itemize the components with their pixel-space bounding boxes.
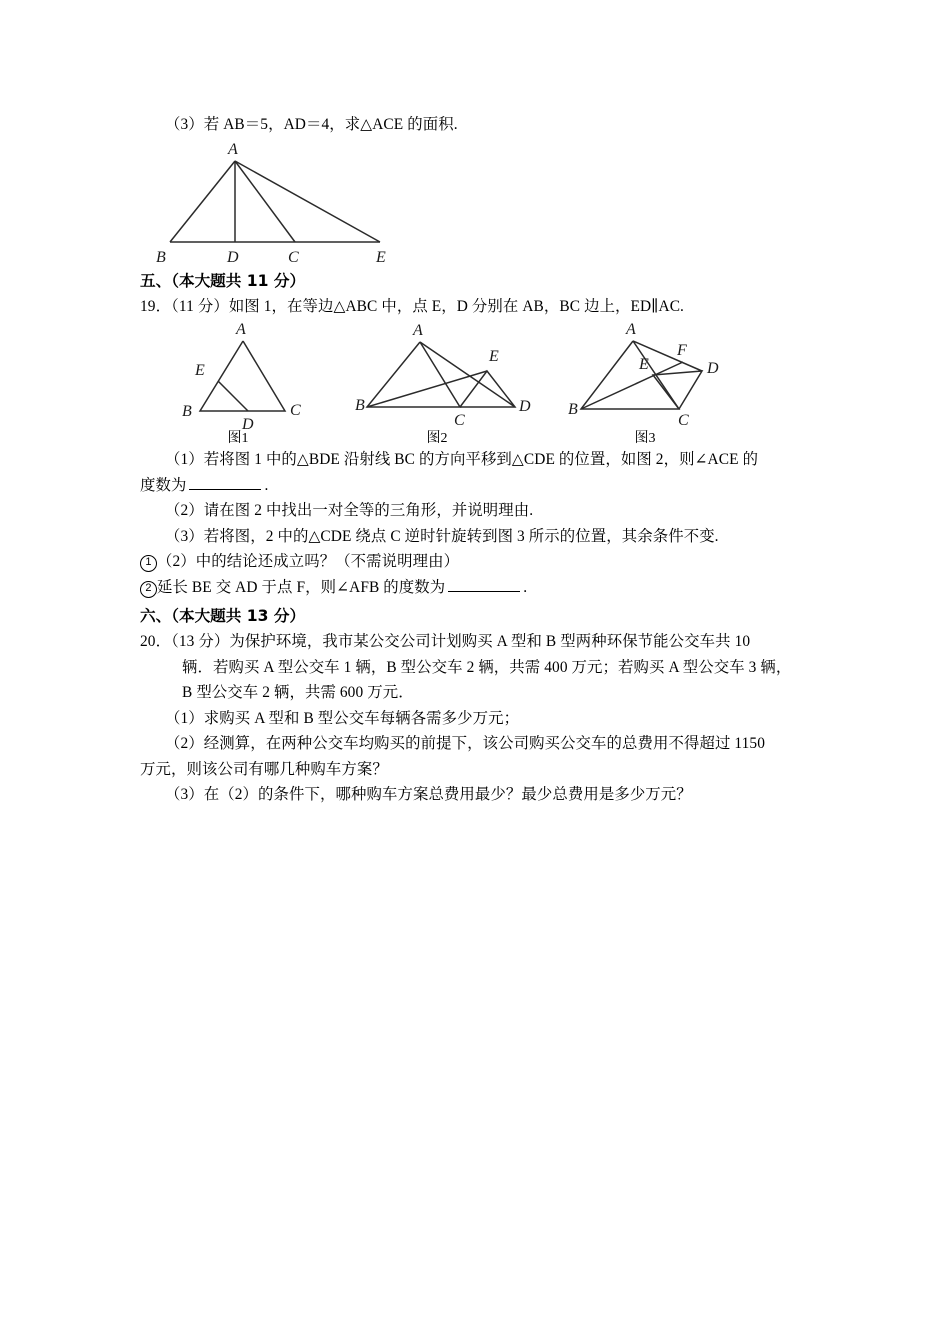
figure-q18-label-D: D: [227, 248, 239, 266]
fig3-label-A: A: [626, 321, 636, 338]
fig1-label-D: D: [242, 416, 254, 431]
q19-sub1-number: 1: [140, 555, 157, 572]
q20-part3: （3）在（2）的条件下，哪种购车方案总费用最少？最少总费用是多少万元？: [165, 786, 692, 803]
q20-part1: （1）求购买 A 型和 B 型公交车每辆各需多少万元；: [165, 709, 520, 727]
q19-part3-sub2: [140, 575, 830, 601]
fig3-label-E: E: [639, 356, 649, 373]
figure-1: [180, 319, 320, 446]
fig2-label-A: A: [413, 322, 423, 339]
figure-3-svg: [565, 319, 735, 431]
q20-stem-line1: 20．（13 分）为保护环境，我市某公交公司计划购买 A 型和 B 型两种环保节能公交车共 10: [140, 633, 751, 650]
section-6-heading: 六、（本大题共 13 分）: [140, 607, 306, 625]
segment-AE: [235, 161, 380, 242]
figure-q18-label-B: B: [156, 248, 166, 266]
figure-3-caption: 图3: [634, 431, 656, 446]
figures-q19-row: [140, 319, 830, 447]
figure-1-caption: 图1: [227, 431, 249, 446]
q19-sub2-text: 延长 BE 交 AD 于点 F，则∠AFB 的度数为: [157, 578, 446, 596]
figure-q18-label-C: C: [288, 248, 299, 266]
fig3-label-B: B: [568, 401, 578, 418]
q19-part3-sub1: [140, 549, 830, 575]
figure-2: [355, 319, 540, 446]
fig1-label-B: B: [182, 403, 192, 420]
q19-part2: （2）请在图 2 中找出一对全等的三角形，并说明理由.: [165, 502, 534, 519]
q20-stem-line3: B 型公交车 2 辆，共需 600 万元．: [182, 684, 414, 701]
segment-AC: [235, 161, 295, 242]
figure-1-svg: [180, 319, 320, 431]
q19-part1-line2-pre: 度数为: [140, 476, 187, 494]
q19-stem: 19．（11 分）如图 1，在等边△ABC 中，点 E，D 分别在 AB，BC 边上，ED∥AC.: [140, 297, 685, 315]
fig3-label-F: F: [677, 342, 687, 359]
q19-part1-line2-post: .: [264, 476, 269, 494]
q20-stem-line2: 辆．若购买 A 型公交车 1 辆，B 型公交车 2 辆，共需 400 万元；若购买 A 型公交车 3 辆，: [182, 658, 792, 676]
fig3-segment-BEF: [581, 362, 683, 409]
fig1-segment-ED: [218, 381, 248, 411]
fig3-label-D: D: [707, 360, 719, 377]
q19-part3: （3）若将图，2 中的△CDE 绕点 C 逆时针旋转到图 3 所示的位置，其余条件不变.: [165, 527, 719, 545]
q19-sub2-number: 2: [140, 581, 157, 598]
q20-part2-line1: （2）经测算，在两种公交车均购买的前提下，该公司购买公交车的总费用不得超过 1150: [165, 735, 766, 752]
figure-q18-label-A: A: [228, 140, 238, 158]
fig2-label-E: E: [489, 348, 499, 365]
figure-2-caption: 图2: [426, 431, 448, 446]
fig3-triangle-CDE: [653, 371, 702, 409]
segment-AB: [170, 161, 235, 242]
q19-part1-line2: [140, 473, 830, 499]
fig2-label-C: C: [454, 412, 465, 429]
q18-part3: （3）若 AB＝5，AD＝4，求△ACE 的面积.: [165, 116, 458, 133]
q19-part1-answer-blank[interactable]: [189, 476, 261, 490]
fig1-triangle-ABC: [200, 341, 285, 411]
fig2-segment-BE: [367, 371, 487, 407]
page-content: [140, 112, 830, 808]
q19-part1-line1: （1）若将图 1 中的△BDE 沿射线 BC 的方向平移到△CDE 的位置，如图 2，则∠ACE 的: [165, 451, 759, 468]
figure-q18-label-E: E: [376, 248, 386, 266]
q19-sub1-text: （2）中的结论还成立吗？（不需说明理由）: [157, 553, 460, 570]
fig2-label-B: B: [355, 397, 365, 414]
fig1-label-C: C: [290, 402, 301, 419]
q19-sub2-answer-blank[interactable]: [448, 578, 520, 592]
fig3-label-C: C: [678, 412, 689, 429]
fig2-triangle-ABC: [367, 342, 460, 407]
figure-2-svg: [355, 319, 540, 431]
section-5-heading: 五、（本大题共 11 分）: [140, 271, 306, 290]
q20-part2-line2: 万元，则该公司有哪几种购车方案？: [140, 760, 388, 778]
figure-q18-svg: [140, 138, 460, 268]
figure-q18: [140, 138, 830, 268]
fig3-triangle-ABC: [581, 341, 679, 409]
fig1-label-A: A: [236, 321, 246, 338]
fig1-label-E: E: [195, 362, 205, 379]
figure-3: [565, 319, 735, 446]
q19-sub2-post: .: [523, 578, 528, 596]
fig2-label-D: D: [519, 398, 531, 415]
